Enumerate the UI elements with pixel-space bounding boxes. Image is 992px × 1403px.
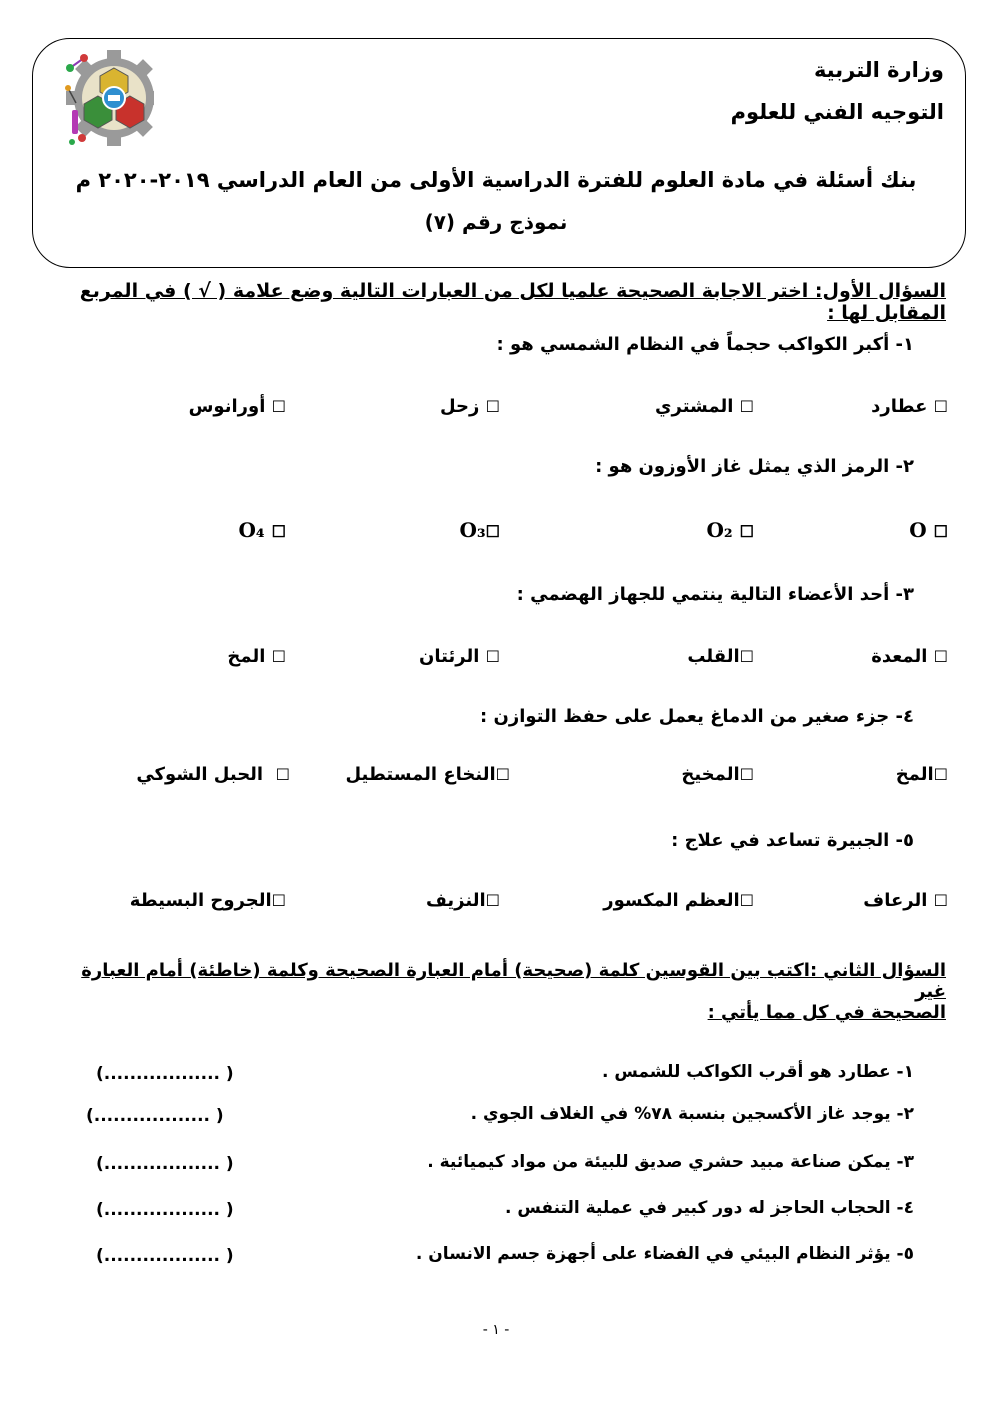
checkbox-icon[interactable]: ☐ <box>739 891 754 910</box>
option-label: القلب <box>687 646 740 667</box>
option-2b[interactable] <box>707 518 755 542</box>
option-1a[interactable] <box>871 396 948 417</box>
checkbox-icon[interactable]: ☐ <box>739 765 754 784</box>
option-4c[interactable] <box>345 764 510 785</box>
option-label: المشتري <box>655 396 734 417</box>
statement-2: ٢- يوجد غاز الأكسجين بنسبة ٧٨% في الغلاف الجوي . <box>470 1104 914 1124</box>
option-label: الجروح البسيطة <box>129 890 272 911</box>
answer-blank-1[interactable]: (.................. ) <box>96 1064 234 1084</box>
option-label: أورانوس <box>188 396 266 417</box>
section2-heading-line2: الصحيحة في كل مما يأتي : <box>707 1002 946 1023</box>
option-label: O₃ <box>459 518 486 542</box>
option-5a[interactable] <box>863 890 948 911</box>
checkbox-icon[interactable]: ☐ <box>739 522 754 541</box>
option-2c[interactable] <box>459 518 500 542</box>
checkbox-icon[interactable]: ☐ <box>485 397 500 416</box>
section2-heading-line1: السؤال الثاني :اكتب بين القوسين كلمة (صحيحة) أمام العبارة الصحيحة وكلمة (خاطئة) أمام العبارة غير <box>81 960 946 1002</box>
option-3d[interactable] <box>227 646 286 667</box>
option-label: الرئتان <box>419 646 480 667</box>
statement-1: ١- عطارد هو أقرب الكواكب للشمس . <box>601 1062 914 1082</box>
ministry-name: وزارة التربية <box>813 58 944 82</box>
checkbox-icon[interactable]: ☐ <box>485 522 500 541</box>
question-bank-title: بنك أسئلة في مادة العلوم للفترة الدراسية الأولى من العام الدراسي ٢٠١٩-٢٠٢٠ م <box>75 168 917 192</box>
checkbox-icon[interactable]: ☐ <box>485 647 500 666</box>
option-4b[interactable] <box>681 764 754 785</box>
statement-3: ٣- يمكن صناعة مبيد حشري صديق للبيئة من مواد كيميائية . <box>427 1152 914 1172</box>
option-1b[interactable] <box>655 396 754 417</box>
checkbox-icon[interactable]: ☐ <box>275 765 290 784</box>
option-label: النزيف <box>425 890 486 911</box>
question-2: ٢- الرمز الذي يمثل غاز الأوزون هو : <box>595 456 914 477</box>
option-3b[interactable] <box>687 646 754 667</box>
question-1: ١- أكبر الكواكب حجماً في النظام الشمسي هو : <box>496 334 914 355</box>
statement-4: ٤- الحجاب الحاجز له دور كبير في عملية التنفس . <box>504 1198 914 1218</box>
option-1d[interactable] <box>189 396 286 417</box>
answer-blank-3[interactable]: (.................. ) <box>96 1154 234 1174</box>
statement-5: ٥- يؤثر النظام البيئي في الفضاء على أجهزة جسم الانسان . <box>415 1244 914 1264</box>
option-label: O <box>909 518 927 542</box>
department-name: التوجيه الفني للعلوم <box>730 100 944 124</box>
option-label: المخ <box>895 764 934 785</box>
option-label: زحل <box>439 396 480 417</box>
option-label: المخيخ <box>681 764 740 785</box>
option-3c[interactable] <box>419 646 500 667</box>
checkbox-icon[interactable]: ☐ <box>933 765 948 784</box>
option-label: العظم المكسور <box>603 890 740 911</box>
option-label: O₄ <box>238 518 265 542</box>
answer-blank-4[interactable]: (.................. ) <box>96 1200 234 1220</box>
checkbox-icon[interactable]: ☐ <box>933 397 948 416</box>
science-logo <box>62 48 154 148</box>
checkbox-icon[interactable]: ☐ <box>271 522 286 541</box>
checkbox-icon[interactable]: ☐ <box>271 397 286 416</box>
option-2d[interactable] <box>239 518 287 542</box>
option-5d[interactable] <box>130 890 286 911</box>
checkbox-icon[interactable]: ☐ <box>933 522 948 541</box>
checkbox-icon[interactable]: ☐ <box>739 647 754 666</box>
option-label: الحبل الشوكي <box>136 764 264 785</box>
option-label: المعدة <box>871 646 928 667</box>
option-label: النخاع المستطيل <box>345 764 496 785</box>
option-5c[interactable] <box>426 890 500 911</box>
option-label: O₂ <box>706 518 733 542</box>
answer-blank-5[interactable]: (.................. ) <box>96 1246 234 1266</box>
question-3: ٣- أحد الأعضاء التالية ينتمي للجهاز الهضمي : <box>516 584 914 605</box>
page-number: - ١ - <box>482 1322 510 1338</box>
option-2a[interactable] <box>909 518 948 542</box>
option-label: عطارد <box>871 396 928 417</box>
answer-blank-2[interactable]: (.................. ) <box>86 1106 224 1126</box>
checkbox-icon[interactable]: ☐ <box>933 647 948 666</box>
model-number: نموذج رقم (٧) <box>424 210 568 234</box>
question-5: ٥- الجبيرة تساعد في علاج : <box>671 830 914 851</box>
checkbox-icon[interactable]: ☐ <box>271 891 286 910</box>
checkbox-icon[interactable]: ☐ <box>271 647 286 666</box>
option-label: الرعاف <box>863 890 928 911</box>
option-4d[interactable] <box>136 764 290 785</box>
checkbox-icon[interactable]: ☐ <box>933 891 948 910</box>
option-3a[interactable] <box>871 646 948 667</box>
checkbox-icon[interactable]: ☐ <box>739 397 754 416</box>
question-4: ٤- جزء صغير من الدماغ يعمل على حفظ التوازن : <box>480 706 914 727</box>
checkbox-icon[interactable]: ☐ <box>495 765 510 784</box>
checkbox-icon[interactable]: ☐ <box>485 891 500 910</box>
option-4a[interactable] <box>896 764 948 785</box>
section1-heading: السؤال الأول: اختر الاجابة الصحيحة علميا لكل من العبارات التالية وضع علامة ( √ ) في المربع المقابل لها : <box>79 280 946 324</box>
option-5b[interactable] <box>603 890 754 911</box>
option-label: المخ <box>227 646 266 667</box>
option-1c[interactable] <box>440 396 500 417</box>
